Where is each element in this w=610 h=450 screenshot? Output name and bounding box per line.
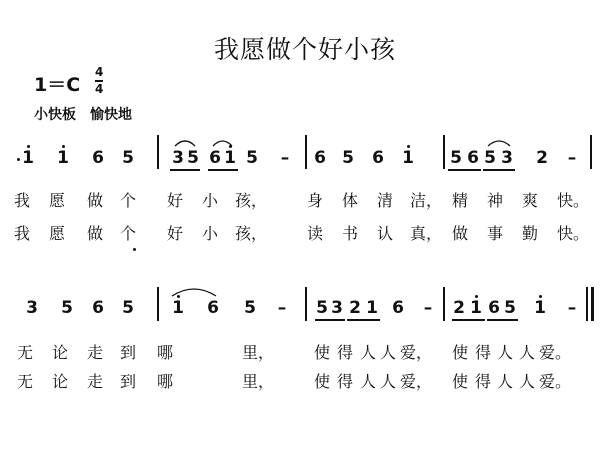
lyric-syllable: 人 (360, 343, 377, 362)
lyric-syllable: 走 (87, 343, 104, 362)
lyric-syllable: 事 (487, 224, 504, 243)
note: 2 (536, 148, 548, 168)
note: 1 (57, 148, 69, 168)
note: 6 (92, 298, 104, 318)
tie-arc (175, 141, 195, 146)
lyric-syllable: 到 (120, 343, 137, 362)
lyric-syllable: 使 (452, 343, 469, 362)
note: 1 (402, 148, 414, 168)
lyric-syllable: 人 (360, 372, 377, 391)
note: 6 (314, 148, 326, 168)
note: 2 (453, 298, 465, 318)
lyric-syllable: 孩， (235, 224, 268, 243)
lyric-syllable: 个 (120, 191, 137, 210)
note: 1 (22, 148, 34, 168)
lyric-syllable: 人 (497, 372, 514, 391)
lyric-syllable: 身 (307, 191, 324, 210)
tie-arc (213, 141, 232, 146)
lyric-syllable: 得 (337, 343, 354, 362)
stray-dot (133, 248, 136, 251)
lyric-syllable: 愿 (49, 224, 66, 243)
note: 6 (392, 298, 404, 318)
lyric-syllable: 爱。 (539, 372, 572, 391)
lyric-syllable: 得 (475, 343, 492, 362)
lyric-syllable: 里， (242, 372, 275, 391)
note: – (277, 298, 287, 318)
lyric-syllable: 个 (120, 224, 137, 243)
lyric-syllable: 哪 (157, 343, 174, 362)
note: 5 (342, 148, 354, 168)
note: 1 (470, 298, 482, 318)
note: 1 (224, 148, 236, 168)
lyric-syllable: 真， (410, 224, 443, 243)
lyric-syllable: 走 (87, 372, 104, 391)
lyric-syllable: 得 (337, 372, 354, 391)
lyric-syllable: 做 (87, 224, 104, 243)
lyric-syllable: 爱， (400, 372, 433, 391)
meter-bottom: 4 (95, 81, 104, 96)
lyric-syllable: 无 (17, 372, 34, 391)
lyric-syllable: 爽 (522, 191, 539, 210)
lyric-syllable: 人 (519, 343, 536, 362)
note: 1 (366, 298, 378, 318)
note: – (567, 148, 577, 168)
note: 3 (331, 298, 343, 318)
page-title: 我愿做个好小孩 (213, 35, 396, 64)
note: 5 (187, 148, 199, 168)
note: 1 (534, 298, 546, 318)
key-signature: 1＝C (34, 74, 81, 96)
lyric-syllable: 人 (497, 343, 514, 362)
lyric-syllable: 哪 (157, 372, 174, 391)
lyric-syllable: 使 (314, 372, 331, 391)
lyric-syllable: 精 (452, 191, 469, 210)
note: 6 (488, 298, 500, 318)
note: 5 (504, 298, 516, 318)
lyric-syllable: 洁， (410, 191, 443, 210)
lyric-syllable: 做 (87, 191, 104, 210)
lyric-syllable: 体 (342, 191, 359, 210)
note: – (280, 148, 290, 168)
note: 5 (61, 298, 73, 318)
note: – (423, 298, 433, 318)
note: 5 (122, 298, 134, 318)
lyric-syllable: 认 (377, 224, 394, 243)
lyric-syllable: 无 (17, 343, 34, 362)
lyric-syllable: 到 (120, 372, 137, 391)
lyric-syllable: 里， (242, 343, 275, 362)
lyric-syllable: 爱， (400, 343, 433, 362)
note: 5 (244, 298, 256, 318)
note: 3 (501, 148, 513, 168)
note: 5 (122, 148, 134, 168)
note: 5 (246, 148, 258, 168)
tempo-marking: 小快板 愉快地 (34, 107, 132, 123)
lyric-syllable: 快。 (557, 191, 590, 210)
note: 3 (26, 298, 38, 318)
lyric-syllable: 人 (519, 372, 536, 391)
note: 2 (349, 298, 361, 318)
lyric-syllable: 我 (14, 224, 31, 243)
lyric-syllable: 好 (167, 191, 184, 210)
lyric-syllable: 小 (202, 191, 219, 210)
note: 1 (172, 298, 184, 318)
lyric-syllable: 得 (475, 372, 492, 391)
lyric-syllable: 人 (380, 372, 397, 391)
note: 6 (207, 298, 219, 318)
note: 5 (450, 148, 462, 168)
note: 3 (172, 148, 184, 168)
lyric-syllable: 读 (307, 224, 324, 243)
lyric-syllable: 好 (167, 224, 184, 243)
tie-arc (488, 141, 510, 146)
lyric-syllable: 人 (380, 343, 397, 362)
lyric-syllable: 论 (52, 372, 69, 391)
note: 6 (92, 148, 104, 168)
lyric-syllable: 神 (487, 191, 504, 210)
lyric-syllable: 书 (342, 224, 359, 243)
lyric-syllable: 愿 (49, 191, 66, 210)
lyric-syllable: 爱。 (539, 343, 572, 362)
lyric-syllable: 孩， (235, 191, 268, 210)
meter-top: 4 (95, 65, 104, 79)
note: 5 (316, 298, 328, 318)
note: 6 (372, 148, 384, 168)
lyric-syllable: 快。 (557, 224, 590, 243)
lyric-syllable: 论 (52, 343, 69, 362)
lyric-syllable: 勤 (522, 224, 539, 243)
lyric-syllable: 清 (377, 191, 394, 210)
lyric-syllable: 使 (452, 372, 469, 391)
lyric-syllable: 小 (202, 224, 219, 243)
note: 5 (484, 148, 496, 168)
lyric-syllable: 使 (314, 343, 331, 362)
note: 6 (467, 148, 479, 168)
note: – (567, 298, 577, 318)
lyric-syllable: 我 (14, 191, 31, 210)
lyric-syllable: 做 (452, 224, 469, 243)
note: 6 (209, 148, 221, 168)
tie-arc (172, 289, 216, 296)
